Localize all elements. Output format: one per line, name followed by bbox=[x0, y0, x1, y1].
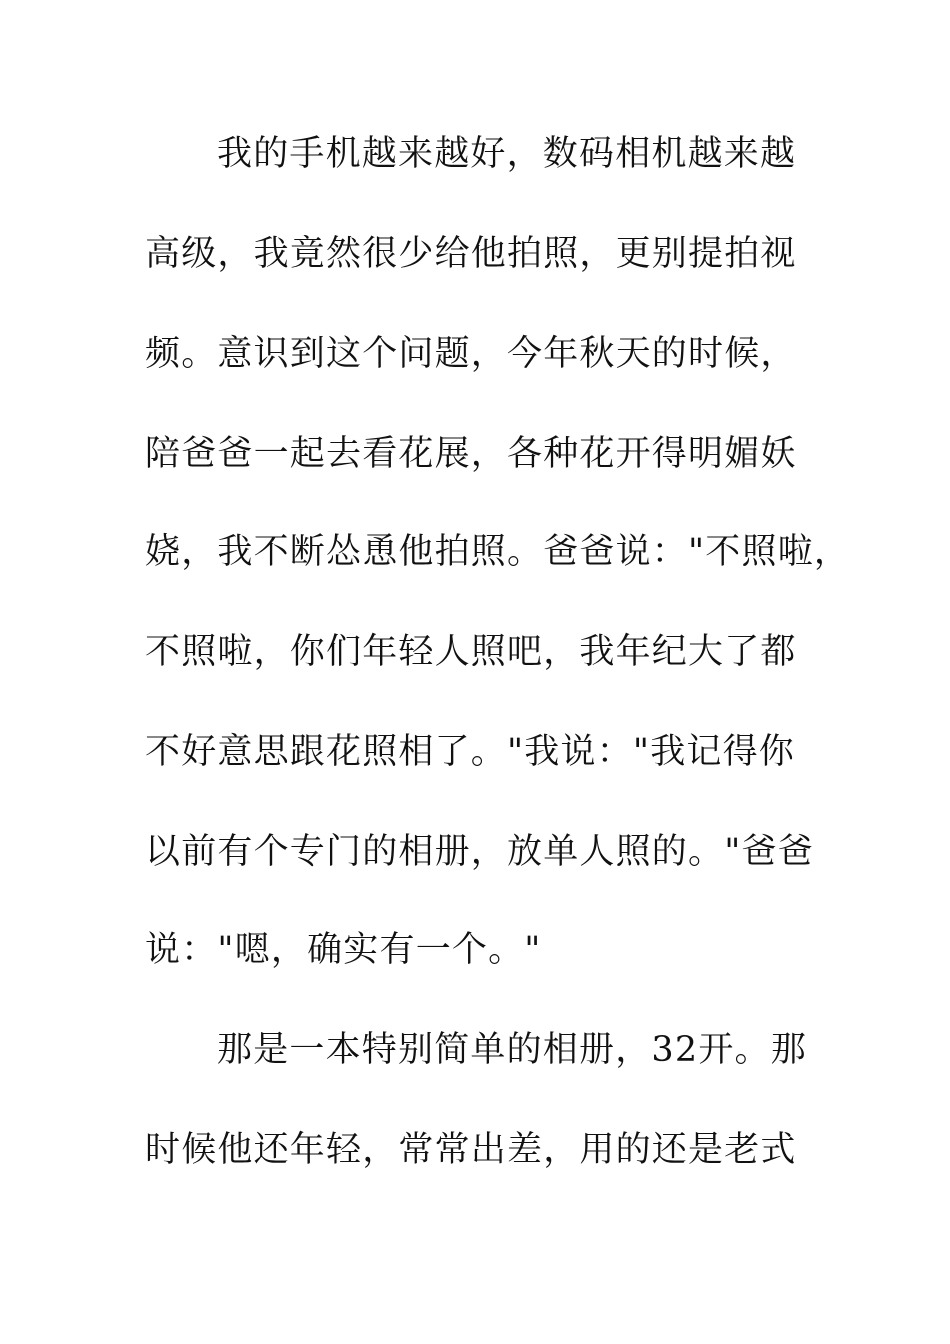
paragraph-1-line-6: 不照啦，你们年轻人照吧，我年纪大了都 bbox=[145, 632, 797, 672]
paragraph-1-line-3: 频。意识到这个问题，今年秋天的时候， bbox=[145, 334, 797, 374]
paragraph-1-line-9: 说："嗯，确实有一个。" bbox=[145, 930, 542, 970]
paragraph-1-line-4: 陪爸爸一起去看花展，各种花开得明媚妖 bbox=[145, 434, 797, 474]
paragraph-2-line-1: 那是一本特别简单的相册，32开。那 bbox=[217, 1030, 807, 1070]
paragraph-1-line-2: 高级，我竟然很少给他拍照，更别提拍视 bbox=[145, 234, 797, 274]
paragraph-2-line-2: 时候他还年轻，常常出差，用的还是老式 bbox=[145, 1130, 797, 1170]
paragraph-1-line-5: 娆，我不断怂恿他拍照。爸爸说："不照啦， bbox=[145, 532, 851, 572]
paragraph-1-line-7: 不好意思跟花照相了。"我说："我记得你 bbox=[145, 732, 795, 772]
paragraph-1-line-8: 以前有个专门的相册，放单人照的。"爸爸 bbox=[145, 832, 814, 872]
paragraph-1-line-1: 我的手机越来越好，数码相机越来越 bbox=[217, 134, 797, 174]
